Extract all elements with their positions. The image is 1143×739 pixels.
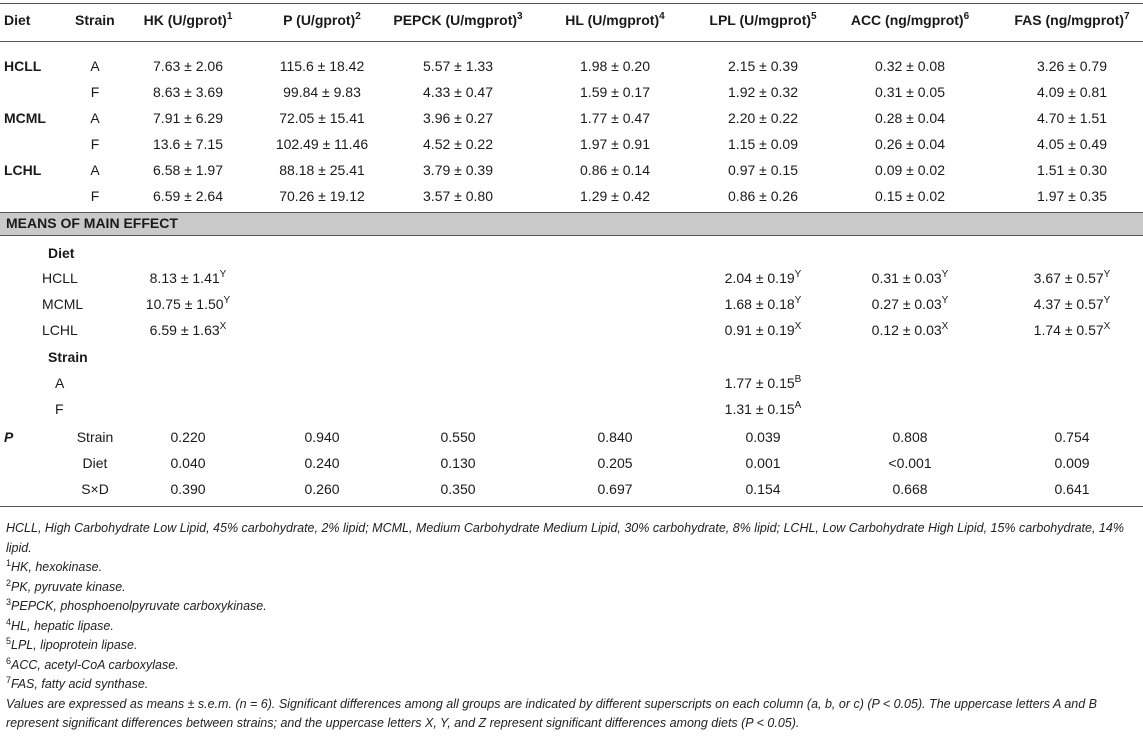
p-value-cell: 0.840 bbox=[597, 429, 633, 445]
hk-mean: $6.59 \pm 1.63^X$ bbox=[149, 321, 227, 338]
column-header: HK (U/gprot)$^1$ bbox=[143, 11, 233, 28]
column-header: FAS (ng/mgprot)$^7$ bbox=[1014, 11, 1130, 28]
value-cell: 1.97 ± 0.91 bbox=[580, 136, 650, 152]
p-value-cell: 0.390 bbox=[170, 481, 206, 497]
value-cell: 8.63 ± 3.69 bbox=[153, 84, 223, 100]
main-effect-header bbox=[0, 212, 1143, 236]
value-cell: 0.32 ± 0.08 bbox=[875, 58, 945, 74]
value-cell: 0.31 ± 0.05 bbox=[875, 84, 945, 100]
acc-mean: $0.31 \pm 0.03^Y$ bbox=[871, 269, 949, 286]
diet-label: MCML bbox=[4, 110, 46, 126]
p-value-cell: <0.001 bbox=[888, 455, 932, 471]
value-cell: 3.79 ± 0.39 bbox=[423, 162, 493, 178]
column-header: LPL (U/mgprot)$^5$ bbox=[709, 11, 817, 28]
column-header: P (U/gprot)$^2$ bbox=[283, 11, 361, 28]
footnote: $^2$PK, pyruvate kinase. bbox=[6, 577, 126, 594]
value-cell: 0.09 ± 0.02 bbox=[875, 162, 945, 178]
p-value-cell: 0.001 bbox=[745, 455, 781, 471]
header-rule bbox=[0, 41, 1143, 42]
value-cell: 1.29 ± 0.42 bbox=[580, 188, 650, 204]
value-cell: 88.18 ± 25.41 bbox=[279, 162, 365, 178]
strain-label: A bbox=[90, 162, 100, 178]
strain-label: A bbox=[90, 110, 100, 126]
value-cell: 72.05 ± 15.41 bbox=[279, 110, 365, 126]
p-value-cell: 0.350 bbox=[440, 481, 476, 497]
value-cell: 0.26 ± 0.04 bbox=[875, 136, 945, 152]
diet-mean-row bbox=[0, 265, 1143, 291]
value-cell: 3.96 ± 0.27 bbox=[423, 110, 493, 126]
diet-mean-row bbox=[0, 317, 1143, 343]
fas-mean: $4.37 \pm 0.57^Y$ bbox=[1033, 295, 1111, 312]
value-cell: 4.09 ± 0.81 bbox=[1037, 84, 1107, 100]
lpl-mean: $1.68 \pm 0.18^Y$ bbox=[724, 295, 802, 312]
table-top-rule bbox=[0, 3, 1143, 4]
table-row bbox=[0, 79, 1143, 105]
value-cell: 4.33 ± 0.47 bbox=[423, 84, 493, 100]
diet-mean-label: LCHL bbox=[42, 322, 78, 338]
value-cell: 115.6 ± 18.42 bbox=[279, 58, 365, 74]
p-value-cell: 0.220 bbox=[170, 429, 206, 445]
p-value-row bbox=[0, 424, 1143, 450]
value-cell: 4.52 ± 0.22 bbox=[423, 136, 493, 152]
p-value-cell: 0.641 bbox=[1054, 481, 1090, 497]
value-cell: 3.57 ± 0.80 bbox=[423, 188, 493, 204]
header-row bbox=[0, 7, 1143, 33]
p-value-cell: 0.940 bbox=[304, 429, 340, 445]
diet-heading-row bbox=[0, 240, 1143, 266]
strain-mean-row bbox=[0, 370, 1143, 396]
hk-mean: $8.13 \pm 1.41^Y$ bbox=[149, 269, 227, 286]
lpl-mean: $2.04 \pm 0.19^Y$ bbox=[724, 269, 802, 286]
lpl-mean: $0.91 \pm 0.19^X$ bbox=[724, 321, 802, 338]
value-cell: 0.15 ± 0.02 bbox=[875, 188, 945, 204]
table-row bbox=[0, 183, 1143, 209]
value-cell: 1.77 ± 0.47 bbox=[580, 110, 650, 126]
column-header: Strain bbox=[75, 12, 115, 28]
lpl-mean: $1.77 \pm 0.15^B$ bbox=[724, 374, 802, 391]
strain-label: F bbox=[90, 84, 100, 100]
footnote: $^5$LPL, lipoprotein lipase. bbox=[6, 636, 138, 652]
value-cell: 1.92 ± 0.32 bbox=[728, 84, 798, 100]
column-header: Diet bbox=[4, 12, 31, 28]
table-footnotes bbox=[6, 519, 1140, 734]
value-cell: 4.05 ± 0.49 bbox=[1037, 136, 1107, 152]
value-cell: 0.86 ± 0.14 bbox=[580, 162, 650, 178]
p-value-cell: 0.039 bbox=[745, 429, 781, 445]
value-cell: 0.86 ± 0.26 bbox=[728, 188, 798, 204]
diet-mean-label: MCML bbox=[42, 296, 84, 312]
value-cell: 2.15 ± 0.39 bbox=[728, 58, 798, 74]
value-cell: 0.28 ± 0.04 bbox=[875, 110, 945, 126]
p-row-label: Diet bbox=[82, 455, 108, 471]
strain-label: F bbox=[90, 188, 100, 204]
diet-mean-label: HCLL bbox=[42, 270, 78, 286]
column-header: ACC (ng/mgprot)$^6$ bbox=[850, 11, 970, 28]
value-cell: 6.59 ± 2.64 bbox=[153, 188, 223, 204]
value-cell: 70.26 ± 19.12 bbox=[279, 188, 365, 204]
p-value-row bbox=[0, 450, 1143, 476]
column-header: HL (U/mgprot)$^4$ bbox=[565, 11, 665, 28]
value-cell: 1.97 ± 0.35 bbox=[1037, 188, 1107, 204]
value-cell: 1.59 ± 0.17 bbox=[580, 84, 650, 100]
footnote: $^6$ACC, acetyl-CoA carboxylase. bbox=[6, 655, 179, 672]
strain-mean-row bbox=[0, 396, 1143, 422]
value-cell: 7.63 ± 2.06 bbox=[153, 58, 223, 74]
fas-mean: $1.74 \pm 0.57^X$ bbox=[1033, 321, 1111, 338]
value-cell: 0.97 ± 0.15 bbox=[728, 162, 798, 178]
value-cell: 99.84 ± 9.83 bbox=[283, 84, 361, 100]
diet-heading: Diet bbox=[48, 245, 75, 261]
value-cell: 2.20 ± 0.22 bbox=[728, 110, 798, 126]
value-cell: 7.91 ± 6.29 bbox=[153, 110, 223, 126]
value-cell: 13.6 ± 7.15 bbox=[153, 136, 223, 152]
value-cell: 6.58 ± 1.97 bbox=[153, 162, 223, 178]
p-value-cell: 0.205 bbox=[597, 455, 633, 471]
p-value-cell: 0.697 bbox=[597, 481, 633, 497]
hk-mean: $10.75 \pm 1.50^Y$ bbox=[145, 295, 231, 312]
p-row-label: Strain bbox=[76, 429, 114, 445]
p-value-cell: 0.130 bbox=[440, 455, 476, 471]
strain-mean-label: F bbox=[55, 401, 64, 417]
p-value-cell: 0.754 bbox=[1054, 429, 1090, 445]
strain-heading: Strain bbox=[48, 349, 88, 365]
footnote: $^4$HL, hepatic lipase. bbox=[6, 616, 114, 633]
diet-label: HCLL bbox=[4, 58, 42, 74]
p-row-label: S×D bbox=[81, 481, 109, 497]
value-cell: 1.15 ± 0.09 bbox=[728, 136, 798, 152]
table-bottom-rule bbox=[0, 506, 1143, 507]
strain-mean-label: A bbox=[55, 375, 65, 391]
table-row bbox=[0, 131, 1143, 157]
p-value-row bbox=[0, 476, 1143, 502]
fas-mean: $3.67 \pm 0.57^Y$ bbox=[1033, 269, 1111, 286]
column-header: PEPCK (U/mgprot)$^3$ bbox=[393, 11, 523, 28]
strain-heading-row bbox=[0, 344, 1143, 370]
value-cell: 102.49 ± 11.46 bbox=[275, 136, 369, 152]
strain-label: F bbox=[90, 136, 100, 152]
value-cell: 1.51 ± 0.30 bbox=[1037, 162, 1107, 178]
main-effect-title: MEANS OF MAIN EFFECT bbox=[6, 215, 178, 231]
footnote: $^1$HK, hexokinase. bbox=[6, 558, 103, 574]
value-cell: 5.57 ± 1.33 bbox=[423, 58, 493, 74]
values-note: Values are expressed as means ± s.e.m. (n = 6). Significant differences among all groups are indicated by different superscripts on each column (a, b, or c) (P < 0.05). The uppercase letters A and B represent significant differences between strains; and the uppercase letters X, Y, and Z represent significant differences among diets (P < 0.05). bbox=[6, 696, 1097, 730]
value-cell: 4.70 ± 1.51 bbox=[1037, 110, 1107, 126]
diet-mean-row bbox=[0, 291, 1143, 317]
footnote-list bbox=[6, 558, 1140, 695]
acc-mean: $0.12 \pm 0.03^X$ bbox=[871, 321, 949, 338]
table-row bbox=[0, 53, 1143, 79]
p-value-cell: 0.808 bbox=[892, 429, 928, 445]
p-label: P bbox=[4, 429, 14, 445]
lpl-mean: $1.31 \pm 0.15^A$ bbox=[724, 400, 802, 417]
p-value-cell: 0.550 bbox=[440, 429, 476, 445]
diet-label: LCHL bbox=[4, 162, 42, 178]
p-value-cell: 0.260 bbox=[304, 481, 340, 497]
table-row bbox=[0, 105, 1143, 131]
p-value-cell: 0.154 bbox=[745, 481, 781, 497]
abbreviation-note: HCLL, High Carbohydrate Low Lipid, 45% carbohydrate, 2% lipid; MCML, Medium Carbohydrate Medium Lipid, 30% carbohydrate, 8% lipid; LCHL, Low Carbohydrate High Lipid, 15% carbohydrate, 14% lipid. bbox=[6, 521, 1124, 555]
strain-label: A bbox=[90, 58, 100, 74]
value-cell: 3.26 ± 0.79 bbox=[1037, 58, 1107, 74]
acc-mean: $0.27 \pm 0.03^Y$ bbox=[871, 295, 949, 312]
p-value-cell: 0.668 bbox=[892, 481, 928, 497]
p-value-cell: 0.040 bbox=[170, 455, 206, 471]
p-value-cell: 0.240 bbox=[304, 455, 340, 471]
p-value-cell: 0.009 bbox=[1054, 455, 1090, 471]
value-cell: 1.98 ± 0.20 bbox=[580, 58, 650, 74]
footnote: $^3$PEPCK, phosphoenolpyruvate carboxykinase. bbox=[6, 597, 267, 613]
table-row bbox=[0, 157, 1143, 183]
footnote: $^7$FAS, fatty acid synthase. bbox=[6, 675, 149, 691]
